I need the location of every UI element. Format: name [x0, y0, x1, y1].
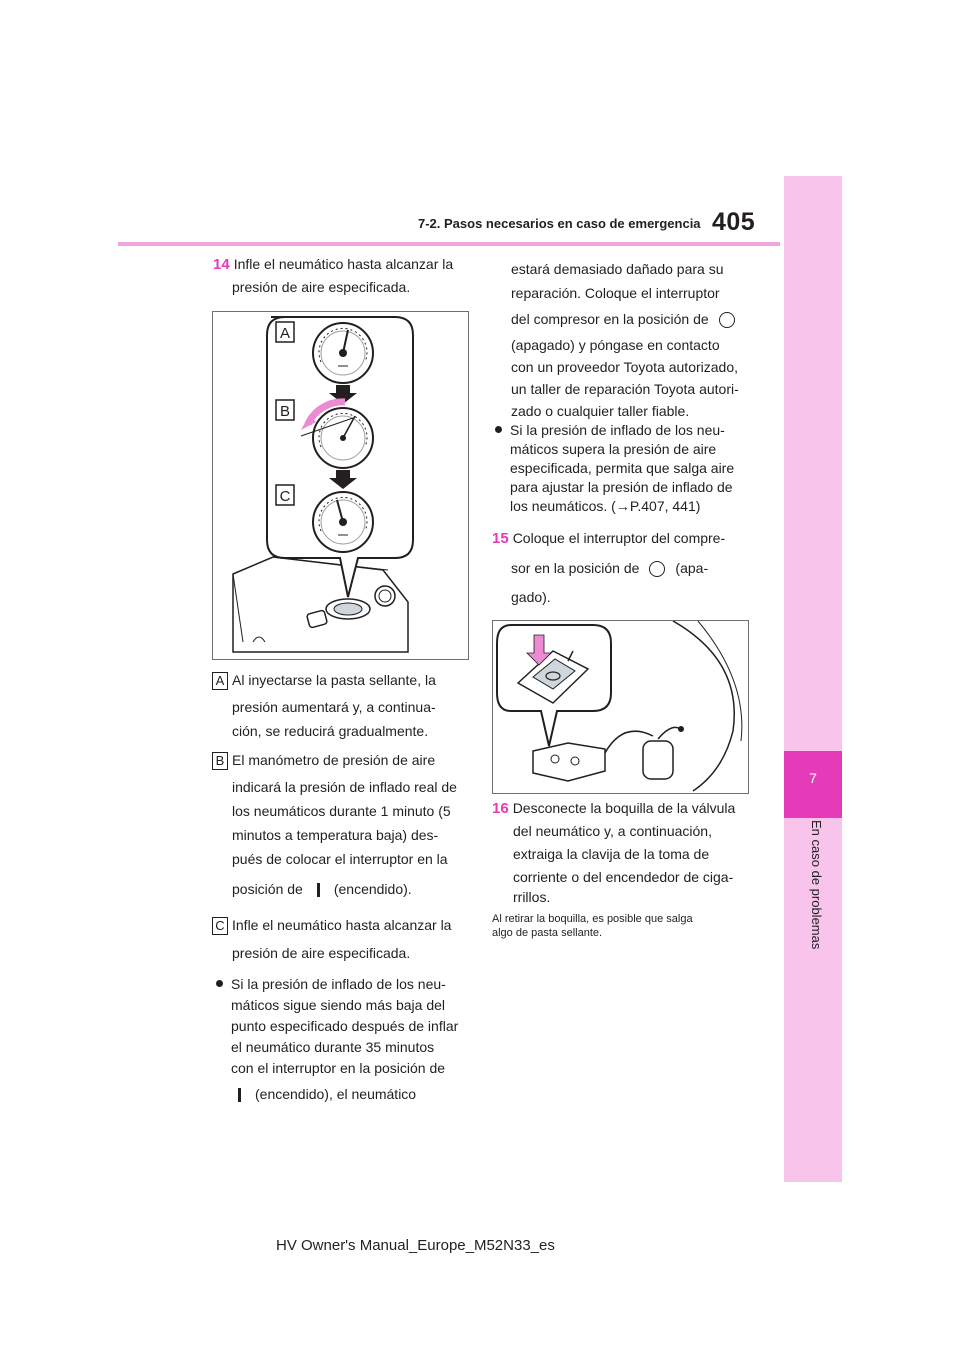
bullet-1-line5: con el interruptor en la posición de: [231, 1060, 446, 1076]
right-line5: con un proveedor Toyota autorizado,: [511, 359, 739, 375]
step-15-line2: [511, 557, 708, 579]
item-b-line3: los neumáticos durante 1 minuto (5: [232, 803, 451, 819]
figure-label-a: A: [279, 325, 291, 342]
figure-label-c: C: [279, 488, 291, 505]
chapter-number: 7: [809, 770, 817, 786]
step-16-line5: rrillos.: [513, 889, 551, 905]
bullet-1-line2: máticos sigue siendo más baja del: [231, 997, 446, 1013]
off-symbol-icon: [649, 561, 665, 577]
bullet-1-line3: punto especificado después de inflar: [231, 1018, 459, 1034]
compressor-switch-illustration: [492, 620, 749, 794]
gauge-a: [313, 323, 373, 383]
bullet-1-line6: [234, 1083, 416, 1105]
step-14: [213, 253, 453, 276]
item-b-text: El manómetro de presión de aire: [232, 752, 436, 768]
step-15: [492, 527, 725, 550]
right-line3-text: del compresor en la posición de: [511, 311, 709, 327]
bullet-1: [216, 973, 446, 995]
bullet-2-line3: especificada, permita que salga aire: [510, 460, 735, 476]
bullet-2-line4: para ajustar la presión de inflado de: [510, 479, 733, 495]
step-16-line4: corriente o del encendedor de ciga-: [513, 869, 734, 885]
step-16-line3: extraiga la clavija de la toma de: [513, 846, 710, 862]
item-a-line2: presión aumentará y, a continua-: [232, 699, 436, 715]
right-line1: estará demasiado dañado para su: [511, 261, 724, 277]
bullet-2-line2: máticos supera la presión de aire: [510, 441, 717, 457]
bullet-2-line5: los neumáticos. (→P.407, 441): [510, 498, 701, 514]
gauge-drawing: [213, 312, 468, 659]
bullet-1-text: Si la presión de inflado de los neu-: [231, 976, 446, 992]
figure-label-b: B: [279, 403, 291, 420]
step-16: [492, 797, 735, 820]
step-14-line2: presión de aire especificada.: [232, 279, 411, 295]
item-b-line6-pre: posición de: [232, 881, 303, 897]
item-a: [212, 669, 436, 691]
note-line1: Al retirar la boquilla, es posible que salga: [492, 913, 693, 925]
right-line2: reparación. Coloque el interruptor: [511, 285, 720, 301]
chapter-label: En caso de problemas: [809, 820, 824, 950]
item-b-line2: indicará la presión de inflado real de: [232, 779, 457, 795]
bullet-dot: [495, 426, 502, 433]
section-title: 7-2. Pasos necesarios en caso de emergencia: [418, 216, 701, 231]
step-16-line2: del neumático y, a continuación,: [513, 823, 712, 839]
bullet-dot: [216, 980, 223, 987]
item-b-line5: pués de colocar el interruptor en la: [232, 851, 448, 867]
step-15-text: Coloque el interruptor del compre-: [512, 530, 726, 546]
bullet-1-line4: el neumático durante 35 minutos: [231, 1039, 435, 1055]
label-a: A: [212, 672, 228, 690]
header-rule: [118, 242, 780, 246]
on-symbol-icon: [238, 1088, 241, 1102]
item-b: [212, 749, 435, 771]
item-c-line2: presión de aire especificada.: [232, 945, 411, 961]
step-16-text: Desconecte la boquilla de la válvula: [512, 800, 736, 816]
chapter-side-tab: [784, 176, 842, 1182]
note-line2: algo de pasta sellante.: [492, 927, 603, 939]
step-number: 14: [213, 256, 230, 273]
page-number: 405: [712, 208, 756, 236]
footer-document-id: HV Owner's Manual_Europe_M52N33_es: [276, 1237, 555, 1254]
item-b-line6-post: (encendido).: [333, 881, 412, 897]
item-a-text: Al inyectarse la pasta sellante, la: [232, 672, 436, 688]
step-number: 15: [492, 530, 509, 547]
item-c-text: Infle el neumático hasta alcanzar la: [232, 917, 452, 933]
off-symbol-icon: [719, 312, 735, 328]
right-line7: zado o cualquier taller fiable.: [511, 403, 690, 419]
step-text: Infle el neumático hasta alcanzar la: [233, 256, 454, 272]
item-b-line4: minutos a temperatura baja) des-: [232, 827, 439, 843]
gauge-c: [313, 492, 373, 552]
on-symbol-icon: [317, 883, 320, 897]
step-15-line3: gado).: [511, 589, 551, 605]
right-line4: (apagado) y póngase en contacto: [511, 337, 720, 353]
right-line6: un taller de reparación Toyota autori-: [511, 381, 739, 397]
step-15-line2-pre: sor en la posición de: [511, 560, 640, 576]
bullet-2-text: Si la presión de inflado de los neu-: [510, 422, 725, 438]
switch-drawing: [493, 621, 748, 793]
bullet-1-line6-text: (encendido), el neumático: [255, 1086, 417, 1102]
label-c: C: [212, 917, 228, 935]
step-number: 16: [492, 800, 509, 817]
right-line3: [511, 308, 741, 330]
item-c: [212, 914, 451, 936]
item-b-line6: [232, 878, 412, 900]
gauge-illustration: [212, 311, 469, 660]
step-15-line2-post: (apa-: [675, 560, 709, 576]
item-a-line3: ción, se reducirá gradualmente.: [232, 723, 429, 739]
label-b: B: [212, 752, 228, 770]
